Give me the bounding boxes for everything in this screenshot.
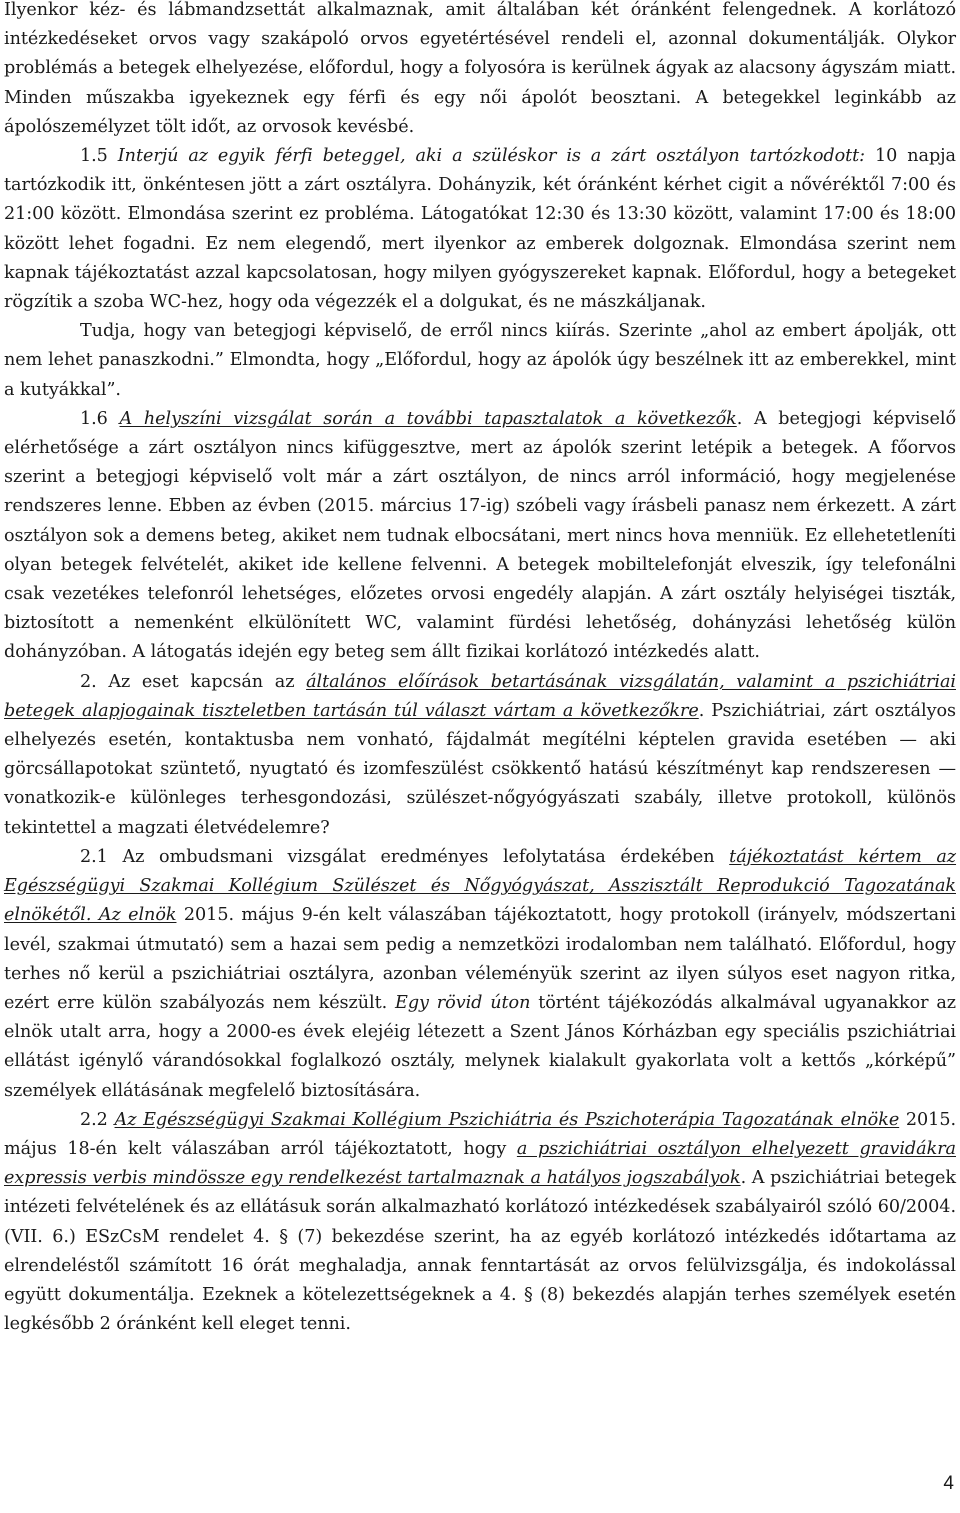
text-run: 2. xyxy=(80,671,109,692)
text-run: 2015. május 18-én kelt válaszában arról tájékoztatott, hogy xyxy=(4,1109,957,1159)
paragraph-1-5 xyxy=(4,142,956,317)
text-run: 2.2 xyxy=(80,1109,115,1130)
text-run: 2.1 xyxy=(80,846,123,867)
paragraph-p0 xyxy=(4,0,956,142)
paragraph-2 xyxy=(4,668,956,843)
document-page xyxy=(4,0,956,1339)
paragraph-1-6 xyxy=(4,405,956,668)
paragraph-2-2 xyxy=(4,1106,956,1340)
text-run: Ilyenkor kéz- és lábmandzsettát alkalmaznak, amit általában két óránként felengednek. A korlátozó intézkedéseket orvos vagy szakápoló orvos egyetértésével rendeli el, azonnal dokumentálják. Olykor problémás a betegek elhelyezése, előfordul, hogy a folyosóra is kerülnek ágyak az alacsony ágyszám miatt. Minden műszakba igyekeznek egy férfi és egy női ápolót beosztani. A betegekkel leginkább az ápolószemélyzet tölt időt, az orvosok kevésbé. xyxy=(4,0,956,137)
text-run: Interjú az egyik férfi beteggel, aki a szüléskor is a zárt osztályon tartózkodott: xyxy=(117,146,866,167)
text-run: Az eset kapcsán az xyxy=(108,671,307,692)
text-run: . Pszichiátriai, zárt osztályos elhelyezés esetén, kontaktusba nem vonható, fájdalmát megítélni képtelen gravida esetében — aki görcsállapotokat szüntető, nyugtató és izomfeszülést csökkentő hatású készítményt kap rendszeresen — vonatkozik-e különleges terhesgondozási, szülészet-nőgyógyászati szabály, illetve protokoll, különös tekintettel a magzati életvédelemre? xyxy=(4,700,956,838)
paragraph-2-1 xyxy=(4,843,956,1106)
text-run: 1.6 xyxy=(80,408,120,429)
text-run: A helyszíni vizsgálat során a további tapasztalatok a következők xyxy=(119,408,737,429)
paragraph-1-5-continued xyxy=(4,317,956,405)
text-run: . A betegjogi képviselő elérhetősége a zárt osztályon nincs kifüggesztve, mert az ápolók szerint letépik a betegek. A főorvos szerint a betegjogi képviselő volt már a zárt osztályon, de nincs arról információ, hogy megjelenése rendszeres lenne. Ebben az évben (2015. március 17-ig) szóbeli vagy írásbeli panasz nem érkezett. A zárt osztályon sok a demens beteg, akiket nem tudnak elbocsátani, mert nincs hova menniük. Ez ellehetetleníti olyan betegek felvételét, akiket ide kellene felvenni. A betegek mobiltelefonját elveszik, így telefonálni csak vezetékes telefonról lehetséges, előzetes orvosi engedély alapján. A zárt osztály helyiségei tiszták, biztosított a nemenként elkülönített WC, valamint fürdési lehetőség, dohányzási lehetőség külön dohányzóban. A látogatás idején egy beteg sem állt fizikai korlátozó intézkedés alatt. xyxy=(4,408,957,663)
text-run: Egy rövid úton xyxy=(395,992,531,1013)
text-run: 2015. május 9-én kelt válaszában tájékoztatott, hogy protokoll (irányelv, módszertani levél, szakmai útmutató) sem a hazai sem pedig a nemzetközi irodalomban nem található. Előfordul, hogy terhes nő kerül a pszichiátriai osztályra, azonban véleményük szerint az ilyen súlyos eset nagyon ritka, ezért erre külön szabályozás nem készült. xyxy=(4,905,956,1013)
text-run: történt tájékozódás alkalmával ugyanakkor az elnök utalt arra, hogy a 2000-es évek elejéig létezett a Szent János Kórházban egy speciális pszichiátriai ellátást igénylő várandósokkal foglalkozó osztály, melynek kialakult gyakorlata volt a kettős „kórképű” személyek ellátásának megfelelő biztosítására. xyxy=(4,992,956,1101)
text-run: 10 napja tartózkodik itt, önkéntesen jött a zárt osztályra. Dohányzik, két óránként kérhet cigit a nővéréktől 7:00 és 21:00 között. Elmondása szerint ez probléma. Látogatókat 12:30 és 13:30 között, valamint 17:00 és 18:00 között lehet fogadni. Ez nem elegendő, mert ilyenkor az emberek dolgoznak. Elmondása szerint nem kapnak tájékoztatást azzal kapcsolatosan, hogy milyen gyógyszereket kapnak. Előfordul, hogy a betegeket rögzítik a szoba WC-hez, hogy oda végezzék el a dolgukat, és ne mászkáljanak. xyxy=(4,146,956,313)
text-run: általános előírások betartásának vizsgálatán, valamint a pszichiátriai betegek alapjogainak tiszteletben tartásán túl választ vártam a következőkre xyxy=(4,671,956,721)
text-run: tájékoztatást kértem az Egészségügyi Szakmai Kollégium Szülészet és Nőgyógyászat, Asszisztált Reprodukció Tagozatának elnökétől. Az elnök xyxy=(4,846,957,926)
text-run: a pszichiátriai osztályon elhelyezett gravidákra expressis verbis mindössze egy rendelkezést tartalmaznak a hatályos jogszabályok xyxy=(4,1138,956,1189)
text-run: Az Egészségügyi Szakmai Kollégium Pszichiátria és Pszichoterápia Tagozatának elnöke xyxy=(114,1109,900,1130)
text-run: . A pszichiátriai betegek intézeti felvételének és az ellátásuk során alkalmazható korlátozó intézkedések szabályairól szóló 60/2004. (VII. 6.) ESzCsM rendelet 4. § (7) bekezdése szerint, ha az egyéb korlátozó intézkedés időtartama az elrendeléstől számított 16 órát meghaladja, annak fenntartását az orvos felülvizsgálja, és indokolással együtt dokumentálja. Ezeknek a kötelezettségeknek a 4. § (8) bekezdés alapján terhes személyek esetén legkésőbb 2 óránként kell eleget tenni. xyxy=(4,1168,957,1335)
page-number: 4 xyxy=(943,1473,954,1494)
text-run: Tudja, hogy van betegjogi képviselő, de erről nincs kiírás. Szerinte „ahol az embert ápolják, ott nem lehet panaszkodni.” Elmondta, hogy „Előfordul, hogy az ápolók úgy beszélnek itt az emberekkel, mint a kutyákkal”. xyxy=(4,321,956,400)
text-run: 1.5 xyxy=(80,146,118,167)
text-run: Az ombudsmani vizsgálat eredményes lefolytatása érdekében xyxy=(122,846,730,867)
